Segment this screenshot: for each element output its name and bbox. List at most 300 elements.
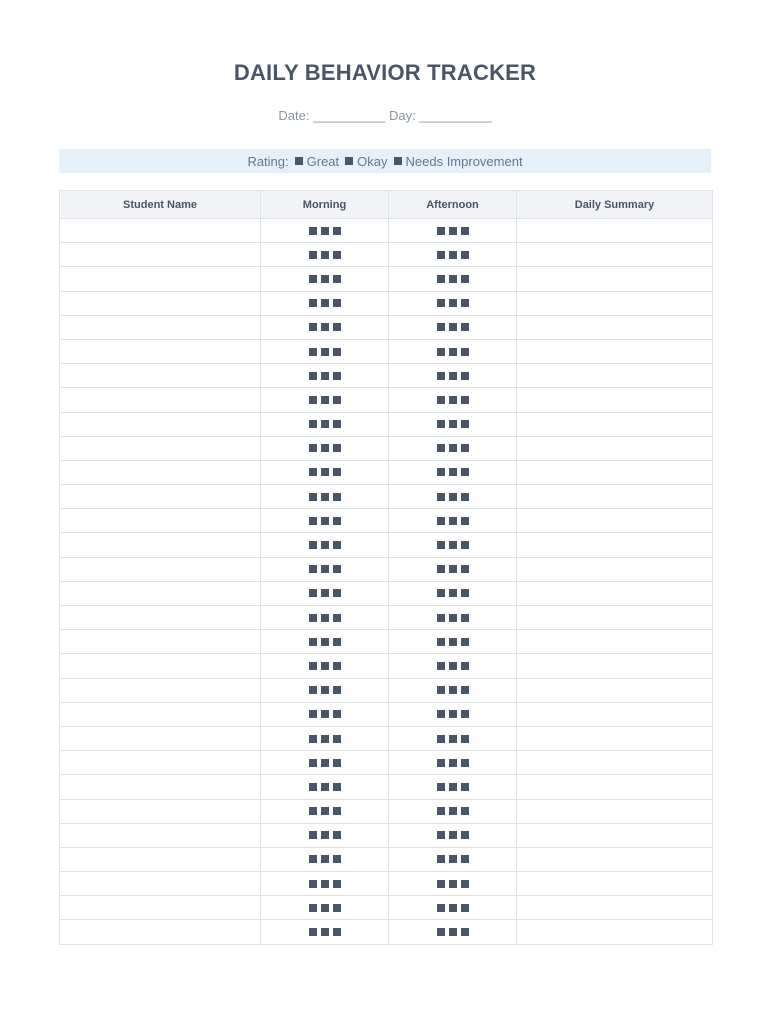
rating-box-icon[interactable] — [449, 372, 457, 380]
rating-box-icon[interactable] — [321, 904, 329, 912]
student-name-cell[interactable] — [60, 872, 261, 896]
morning-cell[interactable] — [261, 485, 389, 509]
rating-box-icon[interactable] — [437, 299, 445, 307]
morning-cell[interactable] — [261, 799, 389, 823]
morning-cell[interactable] — [261, 630, 389, 654]
morning-cell[interactable] — [261, 412, 389, 436]
daily-summary-cell[interactable] — [517, 267, 713, 291]
rating-box-icon[interactable] — [333, 420, 341, 428]
rating-box-icon[interactable] — [449, 541, 457, 549]
rating-box-icon[interactable] — [461, 323, 469, 331]
student-name-cell[interactable] — [60, 436, 261, 460]
rating-box-icon[interactable] — [333, 638, 341, 646]
rating-box-icon[interactable] — [321, 541, 329, 549]
rating-box-icon[interactable] — [437, 614, 445, 622]
rating-box-icon[interactable] — [461, 880, 469, 888]
rating-box-icon[interactable] — [333, 783, 341, 791]
rating-box-icon[interactable] — [437, 420, 445, 428]
rating-box-icon[interactable] — [461, 831, 469, 839]
rating-box-icon[interactable] — [321, 759, 329, 767]
rating-box-icon[interactable] — [321, 299, 329, 307]
rating-box-icon[interactable] — [449, 299, 457, 307]
rating-box-icon[interactable] — [309, 880, 317, 888]
rating-box-icon[interactable] — [449, 807, 457, 815]
afternoon-cell[interactable] — [389, 533, 517, 557]
rating-box-icon[interactable] — [333, 299, 341, 307]
daily-summary-cell[interactable] — [517, 847, 713, 871]
rating-box-icon[interactable] — [461, 493, 469, 501]
rating-box-icon[interactable] — [321, 928, 329, 936]
rating-box-icon[interactable] — [437, 807, 445, 815]
rating-box-icon[interactable] — [437, 323, 445, 331]
rating-box-icon[interactable] — [321, 396, 329, 404]
afternoon-cell[interactable] — [389, 219, 517, 243]
rating-box-icon[interactable] — [309, 735, 317, 743]
student-name-cell[interactable] — [60, 460, 261, 484]
rating-box-icon[interactable] — [333, 855, 341, 863]
rating-box-icon[interactable] — [309, 348, 317, 356]
rating-box-icon[interactable] — [449, 493, 457, 501]
student-name-cell[interactable] — [60, 339, 261, 363]
rating-box-icon[interactable] — [449, 517, 457, 525]
rating-box-icon[interactable] — [437, 589, 445, 597]
morning-cell[interactable] — [261, 678, 389, 702]
rating-box-icon[interactable] — [321, 855, 329, 863]
rating-box-icon[interactable] — [449, 348, 457, 356]
rating-box-icon[interactable] — [461, 783, 469, 791]
daily-summary-cell[interactable] — [517, 799, 713, 823]
daily-summary-cell[interactable] — [517, 315, 713, 339]
rating-box-icon[interactable] — [333, 904, 341, 912]
rating-box-icon[interactable] — [437, 227, 445, 235]
morning-cell[interactable] — [261, 509, 389, 533]
afternoon-cell[interactable] — [389, 412, 517, 436]
rating-box-icon[interactable] — [309, 783, 317, 791]
morning-cell[interactable] — [261, 436, 389, 460]
daily-summary-cell[interactable] — [517, 678, 713, 702]
student-name-cell[interactable] — [60, 485, 261, 509]
afternoon-cell[interactable] — [389, 702, 517, 726]
afternoon-cell[interactable] — [389, 315, 517, 339]
student-name-cell[interactable] — [60, 315, 261, 339]
daily-summary-cell[interactable] — [517, 339, 713, 363]
rating-box-icon[interactable] — [449, 275, 457, 283]
rating-box-icon[interactable] — [449, 468, 457, 476]
morning-cell[interactable] — [261, 751, 389, 775]
rating-box-icon[interactable] — [461, 614, 469, 622]
daily-summary-cell[interactable] — [517, 702, 713, 726]
morning-cell[interactable] — [261, 847, 389, 871]
rating-box-icon[interactable] — [449, 565, 457, 573]
student-name-cell[interactable] — [60, 364, 261, 388]
daily-summary-cell[interactable] — [517, 485, 713, 509]
student-name-cell[interactable] — [60, 581, 261, 605]
afternoon-cell[interactable] — [389, 678, 517, 702]
rating-box-icon[interactable] — [309, 420, 317, 428]
rating-box-icon[interactable] — [333, 710, 341, 718]
rating-box-icon[interactable] — [333, 662, 341, 670]
rating-box-icon[interactable] — [461, 444, 469, 452]
student-name-cell[interactable] — [60, 678, 261, 702]
morning-cell[interactable] — [261, 219, 389, 243]
rating-box-icon[interactable] — [437, 251, 445, 259]
afternoon-cell[interactable] — [389, 339, 517, 363]
rating-box-icon[interactable] — [449, 831, 457, 839]
daily-summary-cell[interactable] — [517, 388, 713, 412]
rating-box-icon[interactable] — [461, 420, 469, 428]
rating-box-icon[interactable] — [461, 565, 469, 573]
rating-box-icon[interactable] — [309, 759, 317, 767]
rating-box-icon[interactable] — [309, 541, 317, 549]
student-name-cell[interactable] — [60, 388, 261, 412]
rating-box-icon[interactable] — [461, 904, 469, 912]
daily-summary-cell[interactable] — [517, 557, 713, 581]
afternoon-cell[interactable] — [389, 388, 517, 412]
rating-box-icon[interactable] — [321, 565, 329, 573]
student-name-cell[interactable] — [60, 726, 261, 750]
morning-cell[interactable] — [261, 557, 389, 581]
rating-box-icon[interactable] — [461, 517, 469, 525]
afternoon-cell[interactable] — [389, 799, 517, 823]
rating-box-icon[interactable] — [309, 662, 317, 670]
afternoon-cell[interactable] — [389, 557, 517, 581]
morning-cell[interactable] — [261, 606, 389, 630]
rating-box-icon[interactable] — [309, 928, 317, 936]
rating-box-icon[interactable] — [333, 565, 341, 573]
morning-cell[interactable] — [261, 654, 389, 678]
daily-summary-cell[interactable] — [517, 219, 713, 243]
rating-box-icon[interactable] — [333, 348, 341, 356]
rating-box-icon[interactable] — [449, 855, 457, 863]
daily-summary-cell[interactable] — [517, 775, 713, 799]
rating-box-icon[interactable] — [333, 493, 341, 501]
rating-box-icon[interactable] — [309, 638, 317, 646]
rating-box-icon[interactable] — [321, 783, 329, 791]
rating-box-icon[interactable] — [333, 541, 341, 549]
morning-cell[interactable] — [261, 243, 389, 267]
rating-box-icon[interactable] — [449, 710, 457, 718]
rating-box-icon[interactable] — [321, 517, 329, 525]
rating-box-icon[interactable] — [321, 710, 329, 718]
morning-cell[interactable] — [261, 823, 389, 847]
afternoon-cell[interactable] — [389, 775, 517, 799]
rating-box-icon[interactable] — [461, 710, 469, 718]
morning-cell[interactable] — [261, 267, 389, 291]
morning-cell[interactable] — [261, 872, 389, 896]
afternoon-cell[interactable] — [389, 630, 517, 654]
student-name-cell[interactable] — [60, 509, 261, 533]
rating-box-icon[interactable] — [461, 686, 469, 694]
rating-box-icon[interactable] — [461, 372, 469, 380]
student-name-cell[interactable] — [60, 920, 261, 944]
afternoon-cell[interactable] — [389, 436, 517, 460]
rating-box-icon[interactable] — [309, 444, 317, 452]
rating-box-icon[interactable] — [321, 348, 329, 356]
rating-box-icon[interactable] — [309, 614, 317, 622]
rating-box-icon[interactable] — [449, 638, 457, 646]
student-name-cell[interactable] — [60, 243, 261, 267]
daily-summary-cell[interactable] — [517, 606, 713, 630]
rating-box-icon[interactable] — [333, 759, 341, 767]
morning-cell[interactable] — [261, 533, 389, 557]
rating-box-icon[interactable] — [449, 323, 457, 331]
student-name-cell[interactable] — [60, 557, 261, 581]
rating-box-icon[interactable] — [309, 904, 317, 912]
rating-box-icon[interactable] — [461, 251, 469, 259]
morning-cell[interactable] — [261, 291, 389, 315]
rating-box-icon[interactable] — [321, 662, 329, 670]
rating-box-icon[interactable] — [437, 372, 445, 380]
daily-summary-cell[interactable] — [517, 364, 713, 388]
rating-box-icon[interactable] — [461, 638, 469, 646]
rating-box-icon[interactable] — [449, 759, 457, 767]
rating-box-icon[interactable] — [437, 444, 445, 452]
rating-box-icon[interactable] — [321, 638, 329, 646]
rating-box-icon[interactable] — [461, 299, 469, 307]
student-name-cell[interactable] — [60, 630, 261, 654]
rating-box-icon[interactable] — [309, 565, 317, 573]
daily-summary-cell[interactable] — [517, 412, 713, 436]
student-name-cell[interactable] — [60, 533, 261, 557]
rating-box-icon[interactable] — [309, 275, 317, 283]
morning-cell[interactable] — [261, 364, 389, 388]
rating-box-icon[interactable] — [309, 396, 317, 404]
rating-box-icon[interactable] — [333, 880, 341, 888]
student-name-cell[interactable] — [60, 896, 261, 920]
daily-summary-cell[interactable] — [517, 460, 713, 484]
afternoon-cell[interactable] — [389, 606, 517, 630]
rating-box-icon[interactable] — [437, 710, 445, 718]
morning-cell[interactable] — [261, 581, 389, 605]
rating-box-icon[interactable] — [321, 372, 329, 380]
daily-summary-cell[interactable] — [517, 533, 713, 557]
student-name-cell[interactable] — [60, 654, 261, 678]
morning-cell[interactable] — [261, 702, 389, 726]
daily-summary-cell[interactable] — [517, 726, 713, 750]
rating-box-icon[interactable] — [333, 468, 341, 476]
daily-summary-cell[interactable] — [517, 509, 713, 533]
afternoon-cell[interactable] — [389, 920, 517, 944]
student-name-cell[interactable] — [60, 823, 261, 847]
rating-box-icon[interactable] — [461, 541, 469, 549]
rating-box-icon[interactable] — [461, 928, 469, 936]
daily-summary-cell[interactable] — [517, 243, 713, 267]
rating-box-icon[interactable] — [449, 880, 457, 888]
rating-box-icon[interactable] — [321, 275, 329, 283]
rating-box-icon[interactable] — [321, 251, 329, 259]
rating-box-icon[interactable] — [309, 323, 317, 331]
rating-box-icon[interactable] — [333, 807, 341, 815]
rating-box-icon[interactable] — [321, 735, 329, 743]
afternoon-cell[interactable] — [389, 364, 517, 388]
rating-box-icon[interactable] — [437, 735, 445, 743]
student-name-cell[interactable] — [60, 847, 261, 871]
rating-box-icon[interactable] — [449, 396, 457, 404]
morning-cell[interactable] — [261, 920, 389, 944]
rating-box-icon[interactable] — [321, 444, 329, 452]
rating-box-icon[interactable] — [437, 928, 445, 936]
rating-box-icon[interactable] — [449, 928, 457, 936]
rating-box-icon[interactable] — [333, 614, 341, 622]
rating-box-icon[interactable] — [321, 614, 329, 622]
rating-box-icon[interactable] — [437, 517, 445, 525]
rating-box-icon[interactable] — [461, 468, 469, 476]
rating-box-icon[interactable] — [437, 541, 445, 549]
rating-box-icon[interactable] — [333, 251, 341, 259]
rating-box-icon[interactable] — [461, 807, 469, 815]
rating-box-icon[interactable] — [333, 517, 341, 525]
rating-box-icon[interactable] — [321, 880, 329, 888]
daily-summary-cell[interactable] — [517, 823, 713, 847]
rating-box-icon[interactable] — [333, 589, 341, 597]
daily-summary-cell[interactable] — [517, 920, 713, 944]
afternoon-cell[interactable] — [389, 847, 517, 871]
morning-cell[interactable] — [261, 339, 389, 363]
afternoon-cell[interactable] — [389, 243, 517, 267]
rating-box-icon[interactable] — [309, 299, 317, 307]
afternoon-cell[interactable] — [389, 726, 517, 750]
rating-box-icon[interactable] — [437, 880, 445, 888]
afternoon-cell[interactable] — [389, 896, 517, 920]
rating-box-icon[interactable] — [449, 662, 457, 670]
afternoon-cell[interactable] — [389, 751, 517, 775]
rating-box-icon[interactable] — [437, 275, 445, 283]
rating-box-icon[interactable] — [309, 855, 317, 863]
rating-box-icon[interactable] — [461, 227, 469, 235]
rating-box-icon[interactable] — [437, 831, 445, 839]
rating-box-icon[interactable] — [449, 735, 457, 743]
rating-box-icon[interactable] — [309, 468, 317, 476]
student-name-cell[interactable] — [60, 702, 261, 726]
daily-summary-cell[interactable] — [517, 630, 713, 654]
student-name-cell[interactable] — [60, 291, 261, 315]
rating-box-icon[interactable] — [449, 589, 457, 597]
rating-box-icon[interactable] — [461, 855, 469, 863]
student-name-cell[interactable] — [60, 751, 261, 775]
rating-box-icon[interactable] — [333, 831, 341, 839]
rating-box-icon[interactable] — [333, 735, 341, 743]
afternoon-cell[interactable] — [389, 460, 517, 484]
afternoon-cell[interactable] — [389, 509, 517, 533]
morning-cell[interactable] — [261, 315, 389, 339]
daily-summary-cell[interactable] — [517, 581, 713, 605]
daily-summary-cell[interactable] — [517, 654, 713, 678]
rating-box-icon[interactable] — [449, 251, 457, 259]
rating-box-icon[interactable] — [437, 468, 445, 476]
afternoon-cell[interactable] — [389, 654, 517, 678]
rating-box-icon[interactable] — [461, 759, 469, 767]
rating-box-icon[interactable] — [309, 251, 317, 259]
rating-box-icon[interactable] — [449, 614, 457, 622]
rating-box-icon[interactable] — [461, 275, 469, 283]
morning-cell[interactable] — [261, 775, 389, 799]
student-name-cell[interactable] — [60, 219, 261, 243]
rating-box-icon[interactable] — [321, 227, 329, 235]
rating-box-icon[interactable] — [449, 227, 457, 235]
morning-cell[interactable] — [261, 726, 389, 750]
rating-box-icon[interactable] — [333, 372, 341, 380]
daily-summary-cell[interactable] — [517, 751, 713, 775]
rating-box-icon[interactable] — [437, 855, 445, 863]
rating-box-icon[interactable] — [309, 517, 317, 525]
rating-box-icon[interactable] — [449, 420, 457, 428]
morning-cell[interactable] — [261, 460, 389, 484]
rating-box-icon[interactable] — [437, 348, 445, 356]
afternoon-cell[interactable] — [389, 823, 517, 847]
rating-box-icon[interactable] — [437, 686, 445, 694]
rating-box-icon[interactable] — [321, 686, 329, 694]
rating-box-icon[interactable] — [449, 444, 457, 452]
daily-summary-cell[interactable] — [517, 436, 713, 460]
afternoon-cell[interactable] — [389, 872, 517, 896]
daily-summary-cell[interactable] — [517, 291, 713, 315]
afternoon-cell[interactable] — [389, 291, 517, 315]
rating-box-icon[interactable] — [437, 759, 445, 767]
rating-box-icon[interactable] — [461, 735, 469, 743]
student-name-cell[interactable] — [60, 799, 261, 823]
morning-cell[interactable] — [261, 388, 389, 412]
rating-box-icon[interactable] — [309, 372, 317, 380]
rating-box-icon[interactable] — [333, 323, 341, 331]
rating-box-icon[interactable] — [309, 686, 317, 694]
rating-box-icon[interactable] — [461, 396, 469, 404]
rating-box-icon[interactable] — [321, 807, 329, 815]
rating-box-icon[interactable] — [333, 444, 341, 452]
rating-box-icon[interactable] — [449, 686, 457, 694]
rating-box-icon[interactable] — [437, 638, 445, 646]
rating-box-icon[interactable] — [437, 662, 445, 670]
rating-box-icon[interactable] — [309, 807, 317, 815]
rating-box-icon[interactable] — [309, 227, 317, 235]
rating-box-icon[interactable] — [309, 493, 317, 501]
rating-box-icon[interactable] — [321, 420, 329, 428]
student-name-cell[interactable] — [60, 412, 261, 436]
rating-box-icon[interactable] — [461, 589, 469, 597]
rating-box-icon[interactable] — [333, 686, 341, 694]
rating-box-icon[interactable] — [437, 493, 445, 501]
rating-box-icon[interactable] — [333, 275, 341, 283]
rating-box-icon[interactable] — [321, 831, 329, 839]
morning-cell[interactable] — [261, 896, 389, 920]
student-name-cell[interactable] — [60, 267, 261, 291]
rating-box-icon[interactable] — [321, 323, 329, 331]
rating-box-icon[interactable] — [309, 589, 317, 597]
afternoon-cell[interactable] — [389, 267, 517, 291]
student-name-cell[interactable] — [60, 775, 261, 799]
rating-box-icon[interactable] — [321, 493, 329, 501]
rating-box-icon[interactable] — [437, 565, 445, 573]
rating-box-icon[interactable] — [309, 831, 317, 839]
afternoon-cell[interactable] — [389, 485, 517, 509]
rating-box-icon[interactable] — [461, 662, 469, 670]
rating-box-icon[interactable] — [461, 348, 469, 356]
afternoon-cell[interactable] — [389, 581, 517, 605]
rating-box-icon[interactable] — [333, 227, 341, 235]
rating-box-icon[interactable] — [437, 396, 445, 404]
rating-box-icon[interactable] — [321, 589, 329, 597]
rating-box-icon[interactable] — [333, 928, 341, 936]
rating-box-icon[interactable] — [449, 904, 457, 912]
rating-box-icon[interactable] — [321, 468, 329, 476]
rating-box-icon[interactable] — [333, 396, 341, 404]
rating-box-icon[interactable] — [309, 710, 317, 718]
rating-box-icon[interactable] — [449, 783, 457, 791]
daily-summary-cell[interactable] — [517, 896, 713, 920]
student-name-cell[interactable] — [60, 606, 261, 630]
rating-box-icon[interactable] — [437, 904, 445, 912]
rating-box-icon[interactable] — [437, 783, 445, 791]
daily-summary-cell[interactable] — [517, 872, 713, 896]
